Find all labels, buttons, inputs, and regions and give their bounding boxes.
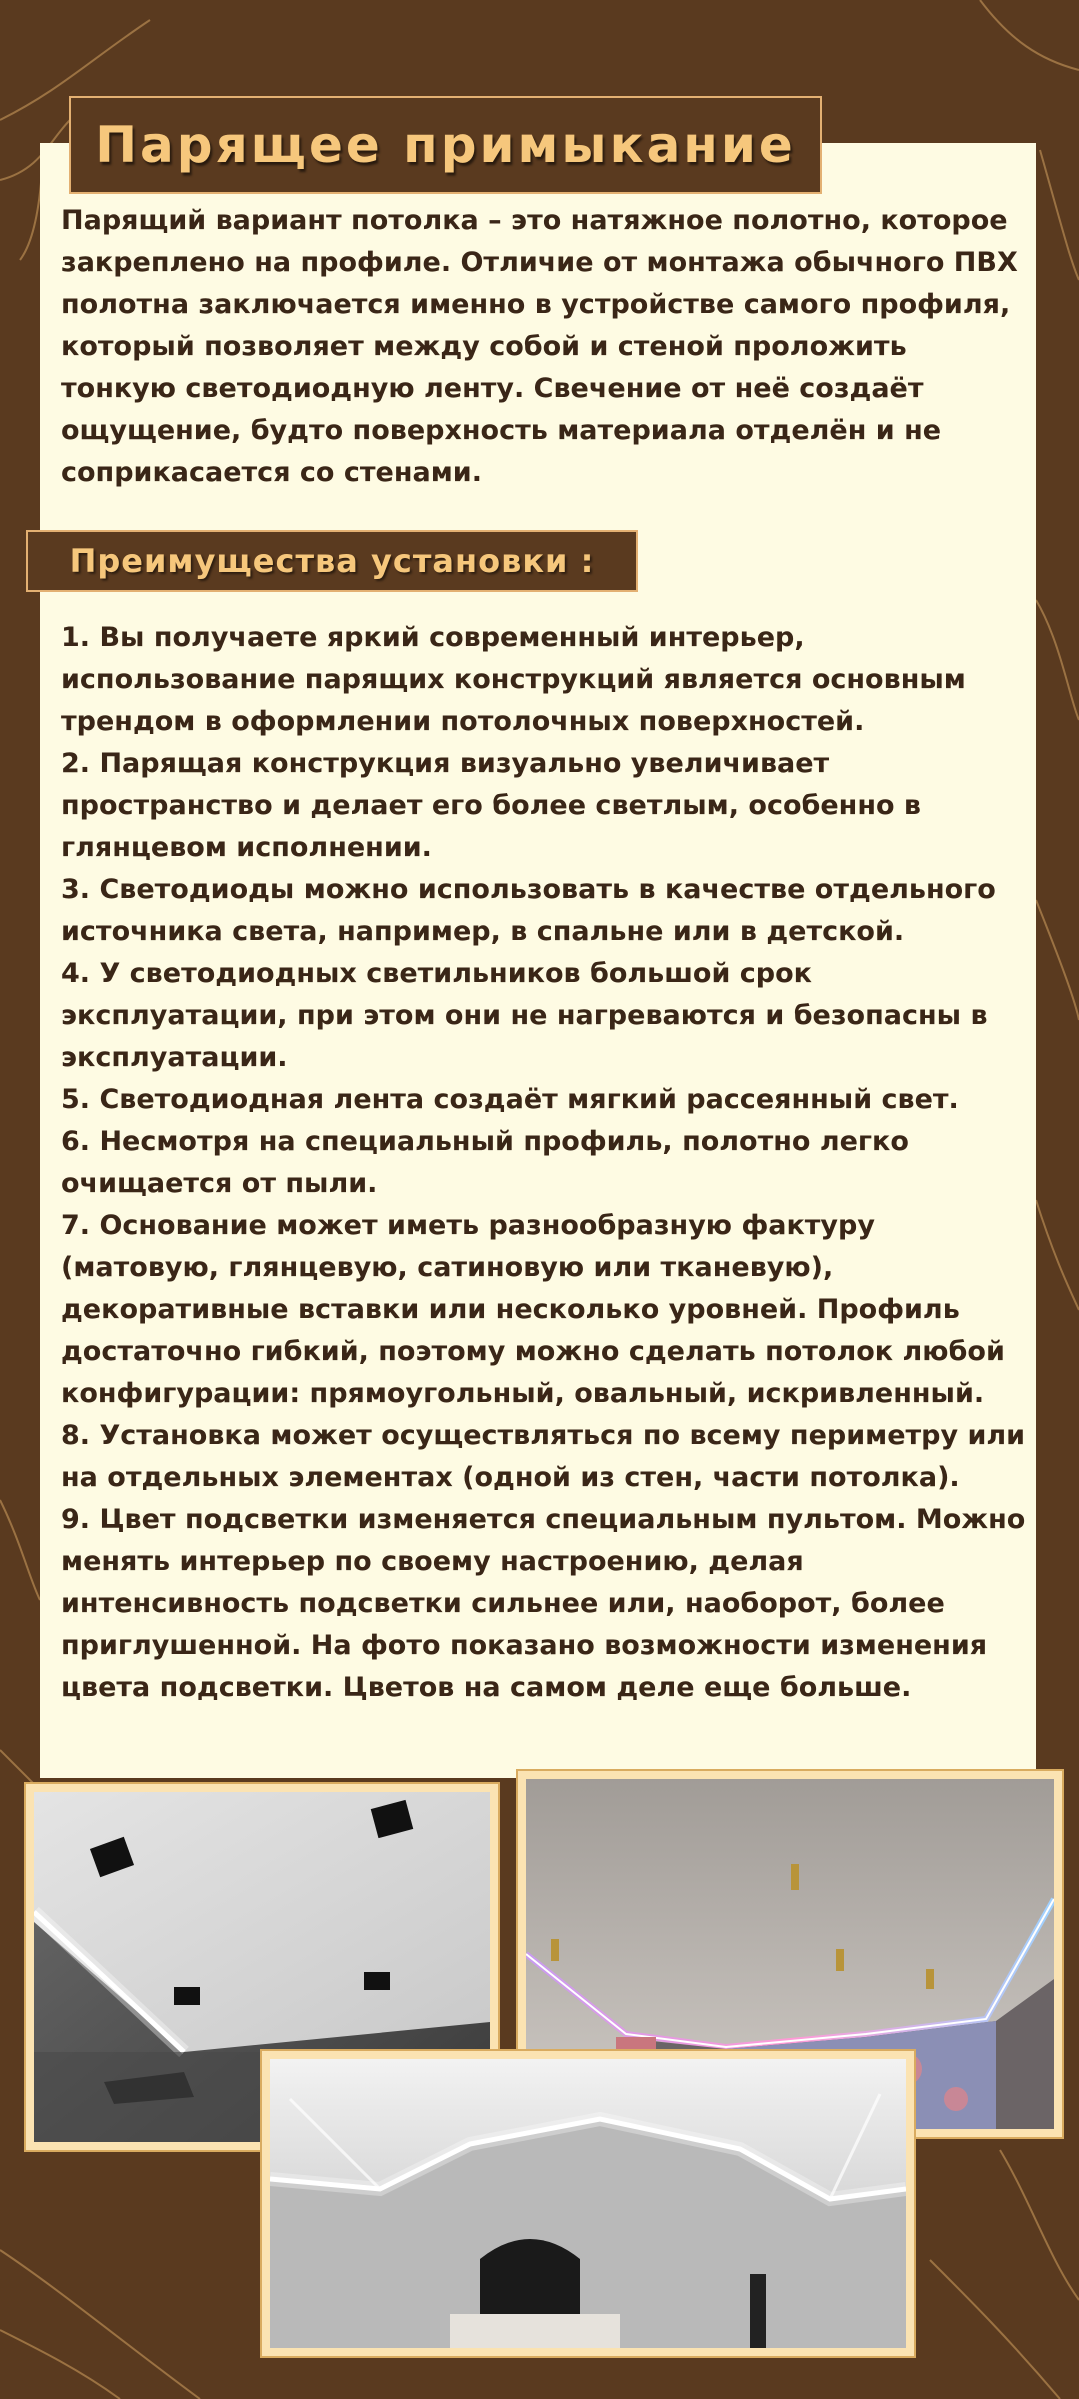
title-banner bbox=[69, 96, 822, 194]
advantage-item: 3. Светодиоды можно использовать в качестве отдельного источника света, например, в спальне или в детской. bbox=[61, 874, 996, 947]
intro-paragraph: Парящий вариант потолка – это натяжное полотно, которое закреплено на профиле. Отличие от монтажа обычного ПВХ полотна заключается именно в устройстве самого профиля, который позволяет между собой и стеной проложить тонкую светодиодную ленту. Свечение от неё создаёт ощущение, будто поверхность материала отделён и не соприкасается со стенами. bbox=[61, 205, 1018, 488]
advantages-list bbox=[61, 617, 1036, 1709]
advantage-item: 1. Вы получаете яркий современный интерьер, использование парящих конструкций является основным трендом в оформлении потолочных поверхностей. bbox=[61, 622, 966, 737]
advantage-item: 6. Несмотря на специальный профиль, полотно легко очищается от пыли. bbox=[61, 1126, 909, 1199]
advantage-item: 9. Цвет подсветки изменяется специальным пультом. Можно менять интерьер по своему настроению, делая интенсивность подсветки сильнее или, наоборот, более приглушенной. На фото показано возможности изменения цвета подсветки. Цветов на самом деле еще больше. bbox=[61, 1504, 1026, 1703]
advantage-item: 7. Основание может иметь разнообразную фактуру (матовую, глянцевую, сатиновую или тканевую), декоративные вставки или несколько уровней. Профиль достаточно гибкий, поэтому можно сделать потолок любой конфигурации: прямоугольный, овальный, искривленный. bbox=[61, 1210, 1005, 1409]
page-title: Парящее примыкание bbox=[95, 116, 796, 174]
photo-attic-room bbox=[262, 2051, 914, 2356]
advantages-banner bbox=[26, 530, 638, 592]
advantages-heading: Преимущества установки : bbox=[69, 542, 595, 580]
advantage-item: 5. Светодиодная лента создаёт мягкий рассеянный свет. bbox=[61, 1084, 959, 1115]
advantage-item: 4. У светодиодных светильников большой срок эксплуатации, при этом они не нагреваются и безопасны в эксплуатации. bbox=[61, 958, 988, 1073]
advantage-item: 2. Парящая конструкция визуально увеличивает пространство и делает его более светлым, особенно в глянцевом исполнении. bbox=[61, 748, 922, 863]
advantage-item: 8. Установка может осуществляться по всему периметру или на отдельных элементах (одной из стен, части потолка). bbox=[61, 1420, 1026, 1493]
